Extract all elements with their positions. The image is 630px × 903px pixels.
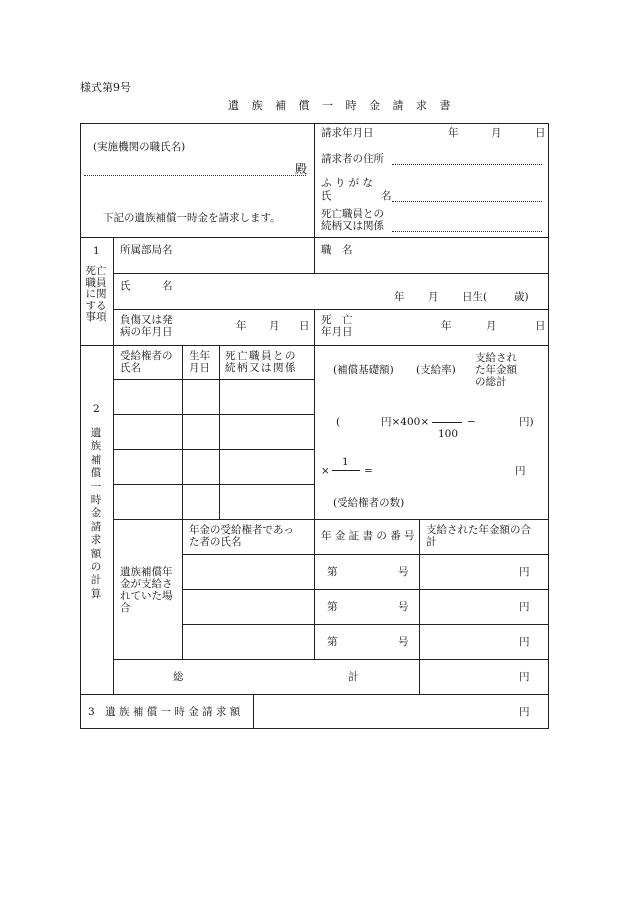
calc-fraction-bar-2 (332, 470, 360, 471)
injury-day: 日 (299, 320, 310, 332)
relation-header-1: 死亡職員との (225, 350, 297, 362)
amount-yen-2: 円 (519, 601, 530, 613)
relation-header-2: 続柄又は関係 (225, 362, 297, 374)
request-year: 年 (448, 127, 459, 139)
death-year: 年 (441, 320, 452, 332)
sec2-title: 遺族補償一時金請求額の計算 (90, 427, 102, 600)
calc-yen: 円 (515, 465, 526, 477)
pension-case-2: 金が支給さ (120, 578, 173, 590)
sec3-divider (253, 694, 254, 729)
sec1-label-divider (113, 237, 114, 345)
calc-denominator: 100 (438, 428, 459, 440)
calc-fraction-bar-1 (432, 422, 462, 423)
col-calc-left (314, 345, 315, 519)
pension-amount-divider (419, 519, 420, 694)
death-label-2: 年月日 (321, 326, 353, 338)
claimant-name-header-2: 氏名 (120, 362, 141, 374)
line-claimant-1 (113, 379, 314, 380)
name-line (392, 201, 542, 202)
line-pension-top (113, 519, 549, 520)
death-label-1: 死 亡 (321, 314, 353, 326)
calc-rate: (支給率) (416, 364, 456, 376)
calc-paid-total-2: た年金額 (475, 364, 517, 376)
pension-case-3: れていた場 (120, 590, 173, 602)
injury-label-2: 病の年月日 (120, 326, 173, 338)
top-divider (314, 123, 315, 237)
injury-year: 年 (236, 320, 247, 332)
sec2-number: 2 (93, 403, 100, 415)
birth-month: 月 (428, 291, 439, 303)
injury-death-divider (314, 309, 315, 345)
amount-yen-3: 円 (519, 636, 530, 648)
calc-one: 1 (342, 456, 349, 468)
sec3-yen: 円 (519, 706, 530, 718)
cert-dai-1: 第 (327, 566, 338, 578)
sec1-title: 死亡職員に関する事項 (85, 265, 107, 323)
col-birth-left (182, 345, 183, 519)
cert-go-2: 号 (398, 601, 409, 613)
calc-minus: − (467, 416, 476, 428)
position-label: 職 名 (321, 244, 353, 256)
cert-go-1: 号 (398, 566, 409, 578)
furigana-label: ふ り が な (321, 177, 374, 189)
line-name-row (113, 273, 549, 274)
cert-dai-2: 第 (327, 601, 338, 613)
relation-label-1: 死亡職員との (321, 208, 384, 220)
pension-case-4: 合 (120, 602, 131, 614)
department-label: 所属部局名 (120, 244, 173, 256)
relation-line (392, 231, 542, 232)
birth-day-label: 日生( (462, 291, 488, 303)
calc-yen-close: 円) (519, 416, 534, 428)
line-claimant-4 (113, 484, 314, 485)
name-label-1: 氏 (321, 190, 332, 202)
amount-yen-1: 円 (519, 566, 530, 578)
calc-times: × (321, 465, 330, 477)
name-label-2: 名 (381, 190, 392, 202)
calc-yen-times: 円×400× (381, 416, 430, 428)
injury-label-1: 負傷又は発 (120, 314, 173, 326)
certificate-number-header: 年 金 証 書 の 番 号 (321, 530, 415, 542)
calc-equals: = (364, 465, 373, 477)
line-total-top (113, 659, 549, 660)
line-pension-1 (182, 554, 549, 555)
address-label: 請求者の住所 (321, 153, 384, 165)
honorific: 殿 (295, 162, 308, 176)
line-claimant-2 (113, 414, 314, 415)
form-title: 遺 族 補 償 一 時 金 請 求 書 (228, 99, 455, 112)
calc-paid-total-1: 支給され (475, 352, 517, 364)
request-statement: 下記の遺族補償一時金を請求します。 (103, 212, 281, 224)
line-claimant-3 (113, 449, 314, 450)
line-pension-3 (182, 624, 549, 625)
paid-amount-header-2: 計 (426, 536, 437, 548)
total-yen: 円 (519, 671, 530, 683)
calc-num-claimants: (受給権者の数) (333, 497, 405, 509)
calc-base-amount: (補償基礎額) (333, 364, 394, 376)
calc-open-paren: ( (336, 416, 341, 428)
cert-go-3: 号 (398, 636, 409, 648)
agency-head-label: (実施機関の職氏名) (93, 141, 186, 153)
dept-position-divider (314, 237, 315, 273)
sec3-label: 3 遺 族 補 償 一 時 金 請 求 額 (88, 706, 241, 718)
line-sec3-top (80, 694, 549, 695)
request-day: 日 (535, 127, 546, 139)
injury-month: 月 (269, 320, 280, 332)
death-month: 月 (486, 320, 497, 332)
line-injury-row (113, 309, 549, 310)
pension-recipient-header-2: た者の氏名 (189, 536, 242, 548)
age-label: 歳) (514, 291, 529, 303)
agency-head-line (84, 175, 306, 176)
calc-paid-total-3: の総計 (475, 376, 507, 388)
address-line (392, 164, 542, 165)
pension-recipient-header-1: 年金の受給権者であっ (189, 524, 294, 536)
line-pension-2 (182, 589, 549, 590)
paid-amount-header-1: 支給された年金額の合 (426, 524, 531, 536)
birth-header-1: 生年 (189, 350, 210, 362)
total-label-1: 総 (173, 671, 184, 683)
cert-dai-3: 第 (327, 636, 338, 648)
deceased-name-label: 氏 名 (120, 280, 173, 292)
sec1-number: 1 (93, 245, 100, 257)
form-number: 様式第9号 (80, 81, 131, 94)
request-date-label: 請求年月日 (321, 127, 374, 139)
pension-case-1: 遺族補償年 (120, 566, 173, 578)
birth-header-2: 月日 (189, 362, 210, 374)
claimant-name-header-1: 受給権者の (120, 350, 173, 362)
death-day: 日 (535, 320, 546, 332)
total-label-2: 計 (348, 671, 359, 683)
request-month: 月 (491, 127, 502, 139)
relation-label-2: 続柄又は関係 (321, 220, 384, 232)
col-relation-left (219, 345, 220, 519)
birth-year: 年 (394, 291, 405, 303)
